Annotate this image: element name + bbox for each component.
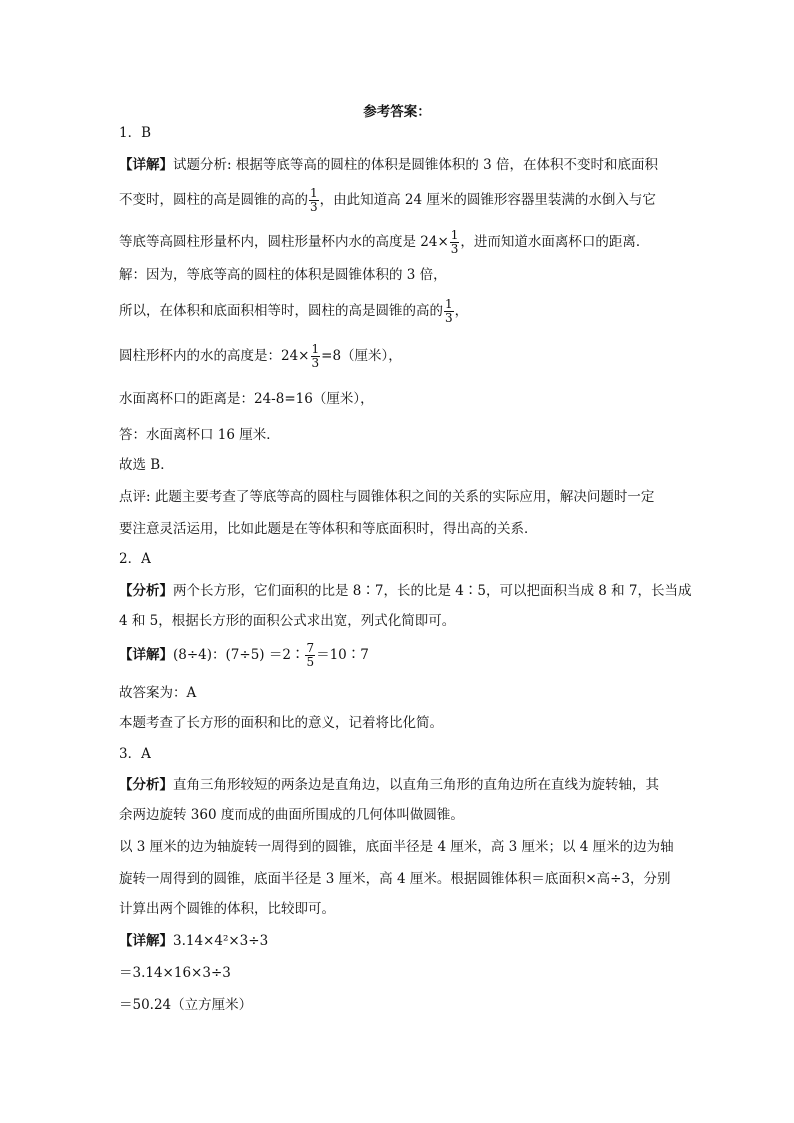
section-tag: 【分析】 <box>119 583 173 599</box>
q2-line-4: 故答案为：A <box>119 685 197 701</box>
fraction-one-third <box>450 229 460 256</box>
section-text: 试题分析: 根据等底等高的圆柱的体积是圆锥体积的 3 倍，在体积不变时和底面积 <box>173 157 659 173</box>
fraction-one-third <box>444 298 454 325</box>
q1-line-5a: 所以，在体积和底面积相等时，圆柱的高是圆锥的高的 <box>119 303 443 319</box>
q3-line-8: ＝50.24（立方厘米） <box>119 997 253 1013</box>
q2-line-5: 本题考查了长方形的面积和比的意义，记着将比化简。 <box>119 715 443 731</box>
q2-line-2: 4 和 5，根据长方形的面积公式求出宽，列式化简即可。 <box>119 613 456 629</box>
q1-line-4: 解：因为，等底等高的圆柱的体积是圆锥体积的 3 倍， <box>119 267 447 283</box>
q2-line-1 <box>119 582 692 600</box>
q1-line-2 <box>119 187 679 217</box>
q1-line-5b: ， <box>454 303 469 319</box>
section-text: 直角三角形较短的两条边是直角边，以直角三角形的直角边所在直线为旋转轴，其 <box>173 777 659 793</box>
section-tag: 【分析】 <box>119 777 173 793</box>
q3-line-7: ＝3.14×16×3÷3 <box>119 965 231 981</box>
q1-line-5 <box>119 298 679 328</box>
q1-line-6b: =8（厘米）， <box>321 348 402 364</box>
q1-line-10: 点评: 此题主要考查了等底等高的圆柱与圆锥体积之间的关系的实际应用，解决问题时一定 <box>119 489 655 505</box>
section-text: (8÷4)：(7÷5) ＝2∶ <box>173 647 305 663</box>
fraction-numerator: 7 <box>306 641 315 655</box>
fraction-one-third <box>311 343 321 370</box>
section-tag: 【详解】 <box>119 647 173 663</box>
fraction-one-third <box>309 187 319 214</box>
section-text: 两个长方形，它们面积的比是 8∶7，长的比是 4∶5，可以把面积当成 8 和 7，长当成 <box>173 583 692 599</box>
q1-line-7: 水面离杯口的距离是：24-8=16（厘米）， <box>119 391 374 407</box>
q3-line-2: 余两边旋转 360 度而成的曲面所围成的几何体叫做圆锥。 <box>119 807 464 823</box>
q1-line-2b: ，由此知道高 24 厘米的圆锥形容器里装满的水倒入与它 <box>319 192 656 208</box>
q2-line-3b: ＝10∶7 <box>316 647 369 663</box>
fraction-denominator: 3 <box>450 242 459 256</box>
fraction-numerator: 1 <box>450 228 459 242</box>
q1-line-8: 答：水面离杯口 16 厘米． <box>119 427 280 443</box>
q1-line-3a: 等底等高圆柱形量杯内，圆柱形量杯内水的高度是 24× <box>119 234 449 250</box>
fraction-denominator: 3 <box>310 200 318 214</box>
q1-line-9: 故选 B． <box>119 457 174 473</box>
q1-line-3 <box>119 229 679 259</box>
q2-line-3 <box>119 642 679 672</box>
fraction-numerator: 1 <box>445 297 453 311</box>
section-tag: 【详解】 <box>119 157 173 173</box>
page-title: 参考答案： <box>363 104 431 120</box>
fraction-denominator: 3 <box>445 311 453 325</box>
section-text: 3.14×4²×3÷3 <box>173 933 269 949</box>
q3-line-5: 计算出两个圆锥的体积，比较即可。 <box>119 901 335 917</box>
fraction-denominator: 5 <box>306 655 315 669</box>
q1-heading: 1．B <box>119 125 152 141</box>
q3-line-1 <box>119 776 679 794</box>
q1-line-6 <box>119 343 679 373</box>
fraction-numerator: 1 <box>310 186 318 200</box>
section-tag: 【详解】 <box>119 933 173 949</box>
q3-line-6 <box>119 932 679 950</box>
q2-heading: 2．A <box>119 551 151 567</box>
fraction-denominator: 3 <box>311 356 320 370</box>
q3-line-3: 以 3 厘米的边为轴旋转一周得到的圆锥，底面半径是 4 厘米，高 3 厘米；以 4 厘米的边为轴 <box>119 839 674 855</box>
q1-line-2a: 不变时，圆柱的高是圆锥的高的 <box>119 192 308 208</box>
q2-line-3a <box>119 647 304 663</box>
q1-line-3b: ，进而知道水面离杯口的距离． <box>460 234 650 250</box>
q3-heading: 3．A <box>119 746 151 762</box>
q3-line-4: 旋转一周得到的圆锥，底面半径是 3 厘米，高 4 厘米。根据圆锥体积＝底面积×高÷3，分别 <box>119 871 671 887</box>
q1-line-1 <box>119 156 679 174</box>
fraction-seven-fifths <box>305 642 315 669</box>
q1-line-11: 要注意灵活运用，比如此题是在等体积和等底面积时，得出高的关系． <box>119 521 538 537</box>
fraction-numerator: 1 <box>311 342 320 356</box>
q1-line-6a: 圆柱形杯内的水的高度是：24× <box>119 348 310 364</box>
